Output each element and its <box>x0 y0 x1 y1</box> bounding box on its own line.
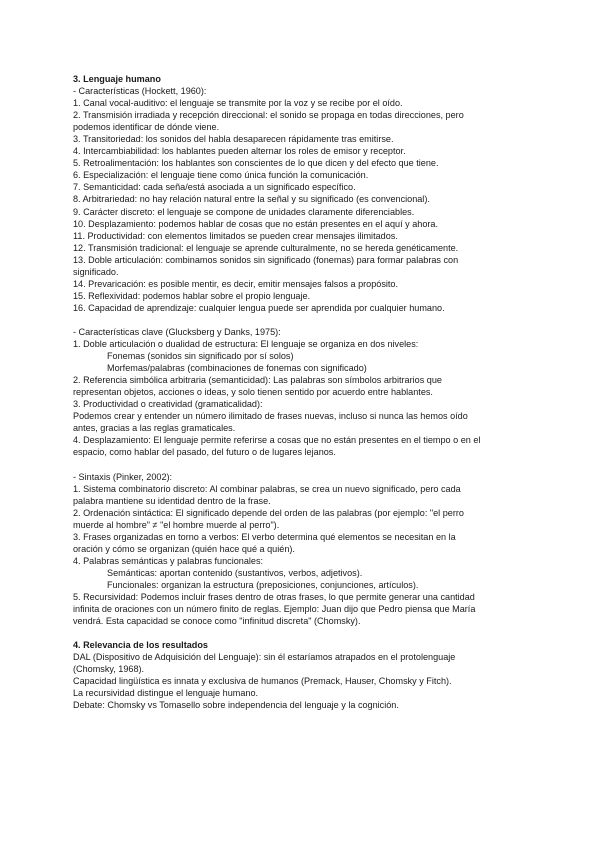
text-line: 10. Desplazamiento: podemos hablar de cosas que no están presentes en el aquí y ahora. <box>73 218 438 229</box>
text-line: Funcionales: organizan la estructura (preposiciones, conjunciones, artículos). <box>107 579 419 590</box>
document-page <box>73 73 533 711</box>
text-line: 2. Referencia simbólica arbitraria (semanticidad): Las palabras son símbolos arbitrarios que <box>73 375 442 386</box>
spacer <box>73 314 533 326</box>
text-line: 3. Frases organizadas en torno a verbos: El verbo determina qué elementos se necesitan en la <box>73 531 456 542</box>
text-line: 1. Canal vocal-auditivo: el lenguaje se transmite por la voz y se recibe por el oído. <box>73 98 403 109</box>
text-line: infinita de oraciones con un número finito de reglas. Ejemplo: Juan dijo que Pedro piensa que María <box>73 604 476 615</box>
text-line: 1. Sistema combinatorio discreto: Al combinar palabras, se crea un nuevo significado, pero cada <box>73 483 461 494</box>
text-line: 5. Recursividad: Podemos incluir frases dentro de otras frases, lo que permite generar una cantidad <box>73 592 475 603</box>
text-line: 4. Palabras semánticas y palabras funcionales: <box>73 555 264 566</box>
text-line: Semánticas: aportan contenido (sustantivos, verbos, adjetivos). <box>107 567 363 578</box>
text-line: vendrá. Esta capacidad se conoce como "infinitud discreta" (Chomsky). <box>73 616 361 627</box>
pinker-list <box>73 483 533 628</box>
text-line: 9. Carácter discreto: el lenguaje se compone de unidades claramente diferenciables. <box>73 206 415 217</box>
text-line: 4. Intercambiabilidad: los hablantes pueden alternar los roles de emisor y receptor. <box>73 146 406 157</box>
text-line: espacio, como hablar del pasado, del futuro o de lugares lejanos. <box>73 447 336 458</box>
text-line: 8. Arbitrariedad: no hay relación natural entre la señal y su significado (es convencional). <box>73 194 430 205</box>
text-line: Morfemas/palabras (combinaciones de fonemas con significado) <box>107 363 367 374</box>
text-line: 13. Doble articulación: combinamos sonidos sin significado (fonemas) para formar palabras con <box>73 254 459 265</box>
spacer <box>73 627 533 639</box>
text-line: significado. <box>73 266 119 277</box>
text-line: La recursividad distingue el lenguaje humano. <box>73 688 259 699</box>
hockett-list <box>73 97 533 314</box>
text-line: representan objetos, acciones o ideas, y solo tienen sentido por acuerdo entre hablantes. <box>73 387 433 398</box>
text-line: antes, gracias a las reglas gramaticales. <box>73 423 236 434</box>
section-3-title: 3. Lenguaje humano <box>73 74 161 84</box>
text-line: 2. Transmisión irradiada y recepción direccional: el sonido se propaga en todas direcciones, pero <box>73 110 464 121</box>
glucksberg-list <box>73 338 533 458</box>
text-line: podemos identificar de dónde viene. <box>73 122 220 133</box>
text-line: 2. Ordenación sintáctica: El significado depende del orden de las palabras (por ejemplo: "el perro <box>73 507 464 518</box>
text-line: muerde al hombre" ≠ "el hombre muerde al perro"). <box>73 519 280 530</box>
text-line: Podemos crear y entender un número ilimitado de frases nuevas, incluso si nunca las hemos oído <box>73 411 468 422</box>
text-line: Fonemas (sonidos sin significado por sí solos) <box>107 351 294 362</box>
glucksberg-header: - Características clave (Glucksberg y Danks, 1975): <box>73 326 281 337</box>
text-line: DAL (Dispositivo de Adquisición del Lenguaje): sin él estaríamos atrapados en el protolenguaje <box>73 652 456 663</box>
text-line: Debate: Chomsky vs Tomasello sobre independencia del lenguaje y la cognición. <box>73 700 399 711</box>
text-line: 7. Semanticidad: cada seña/está asociada a un significado específico. <box>73 182 356 193</box>
text-line: 4. Desplazamiento: El lenguaje permite referirse a cosas que no están presentes en el tiempo o en el <box>73 435 481 446</box>
text-line: 14. Prevaricación: es posible mentir, es decir, emitir mensajes falsos a propósito. <box>73 278 398 289</box>
text-line: 11. Productividad: con elementos limitados se pueden crear mensajes ilimitados. <box>73 230 398 241</box>
text-line: 16. Capacidad de aprendizaje: cualquier lengua puede ser aprendida por cualquier humano. <box>73 302 445 313</box>
text-line: 5. Retroalimentación: los hablantes son conscientes de lo que dicen y del efecto que tiene. <box>73 158 439 169</box>
section-4-title: 4. Relevancia de los resultados <box>73 640 208 651</box>
hockett-header: - Características (Hockett, 1960): <box>73 86 207 97</box>
text-line: (Chomsky, 1968). <box>73 664 145 675</box>
text-line: 3. Productividad o creatividad (gramaticalidad): <box>73 399 263 410</box>
spacer <box>73 459 533 471</box>
text-line: 12. Transmisión tradicional: el lenguaje se aprende culturalmente, no se hereda genéticamente. <box>73 242 459 253</box>
text-line: 15. Reflexividad: podemos hablar sobre el propio lenguaje. <box>73 290 311 301</box>
text-line: 6. Especialización: el lenguaje tiene como única función la comunicación. <box>73 170 369 181</box>
text-line: 1. Doble articulación o dualidad de estructura: El lenguaje se organiza en dos niveles: <box>73 339 419 350</box>
pinker-header: - Sintaxis (Pinker, 2002): <box>73 471 173 482</box>
text-line: 3. Transitoriedad: los sonidos del habla desaparecen rápidamente tras emitirse. <box>73 134 394 145</box>
text-line: palabra mantiene su identidad dentro de la frase. <box>73 495 271 506</box>
text-line: oración y cómo se organizan (quién hace qué a quién). <box>73 543 295 554</box>
relevance-list <box>73 651 533 711</box>
text-line: Capacidad lingüística es innata y exclusiva de humanos (Premack, Hauser, Chomsky y Fitch). <box>73 676 452 687</box>
